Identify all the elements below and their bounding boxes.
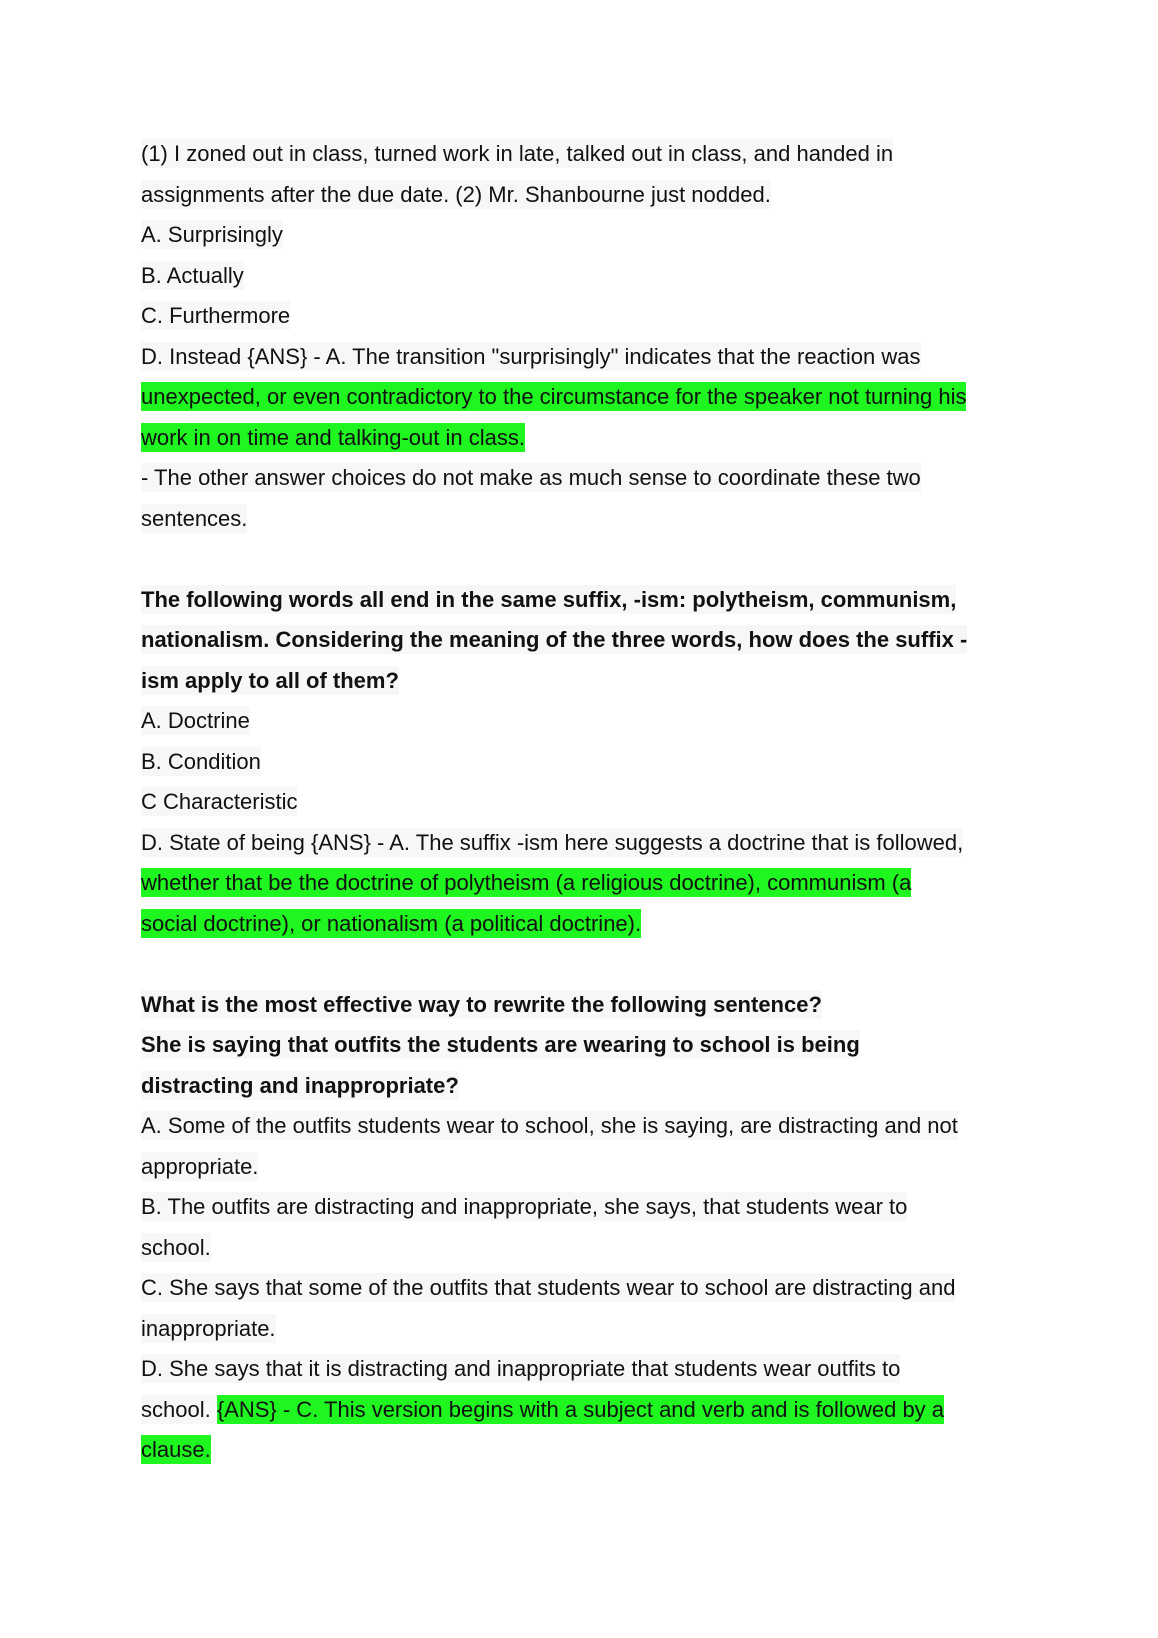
question-3-block [141,985,1041,1471]
body-text: D. She says that it is distracting and inappropriate that students wear outfits to [141,1356,901,1381]
document-page [141,134,1041,1471]
question-line [141,985,1041,1026]
text-line [141,296,1041,337]
body-text: A. Surprisingly [141,222,283,247]
question-text: distracting and inappropriate? [141,1072,459,1098]
text-line [141,1147,1041,1188]
text-line [141,823,1041,864]
question-text: ism apply to all of them? [141,667,399,693]
question-2-block [141,580,1041,945]
text-line [141,499,1041,540]
body-text: school. [141,1396,217,1422]
body-text: school. [141,1234,211,1260]
text-line [141,1349,1041,1390]
highlighted-answer-text: whether that be the doctrine of polytheism (a religious doctrine), communism (a [141,870,912,895]
text-line [141,863,1041,904]
highlighted-answer-text: social doctrine), or nationalism (a political doctrine). [141,910,642,936]
text-line [141,377,1041,418]
body-text: A. Doctrine [141,708,250,733]
text-line [141,256,1041,297]
question-text: What is the most effective way to rewrite the following sentence? [141,991,822,1017]
text-line [141,1430,1041,1471]
body-text: (1) I zoned out in class, turned work in late, talked out in class, and handed in [141,141,894,166]
text-line [141,1268,1041,1309]
question-line [141,661,1041,702]
text-line [141,782,1041,823]
body-text: - The other answer choices do not make as much sense to coordinate these two [141,465,921,490]
highlighted-answer-text: {ANS} - C. This version begins with a subject and verb and is followed by a [216,1396,945,1422]
spacer [141,539,1041,580]
body-text: C. Furthermore [141,303,291,328]
text-line [141,458,1041,499]
body-text: D. State of being {ANS} - A. The suffix -ism here suggests a doctrine that is followed, [141,829,964,855]
highlighted-answer-text: work in on time and talking-out in class. [141,424,525,450]
text-line [141,1390,1041,1431]
highlighted-answer-text: clause. [141,1437,211,1462]
question-line [141,580,1041,621]
text-line [141,904,1041,945]
text-line [141,175,1041,216]
text-line [141,1187,1041,1228]
question-text: She is saying that outfits the students are wearing to school is being [141,1032,860,1057]
question-text: nationalism. Considering the meaning of the three words, how does the suffix - [141,627,968,652]
body-text: B. The outfits are distracting and inappropriate, she says, that students wear to [141,1194,908,1219]
body-text: B. Actually [141,262,244,288]
body-text: C. She says that some of the outfits that students wear to school are distracting and [141,1275,956,1300]
text-line [141,418,1041,459]
body-text: C Characteristic [141,789,298,814]
question-line [141,620,1041,661]
question-line [141,1025,1041,1066]
body-text: appropriate. [141,1153,259,1179]
text-line [141,1309,1041,1350]
question-text: The following words all end in the same suffix, -ism: polytheism, communism, [141,586,957,612]
body-text: assignments after the due date. (2) Mr. Shanbourne just nodded. [141,181,771,207]
question-line [141,1066,1041,1107]
question-1-block [141,134,1041,539]
text-line [141,1106,1041,1147]
text-line [141,701,1041,742]
body-text: sentences. [141,505,248,531]
spacer [141,944,1041,985]
body-text: D. Instead {ANS} - A. The transition "surprisingly" indicates that the reaction was [141,343,921,369]
text-line [141,1228,1041,1269]
body-text: B. Condition [141,748,261,774]
body-text: inappropriate. [141,1315,276,1341]
highlighted-answer-text: unexpected, or even contradictory to the circumstance for the speaker not turning his [141,384,967,409]
text-line [141,742,1041,783]
text-line [141,337,1041,378]
text-line [141,215,1041,256]
text-line [141,134,1041,175]
body-text: A. Some of the outfits students wear to school, she is saying, are distracting and not [141,1113,958,1138]
